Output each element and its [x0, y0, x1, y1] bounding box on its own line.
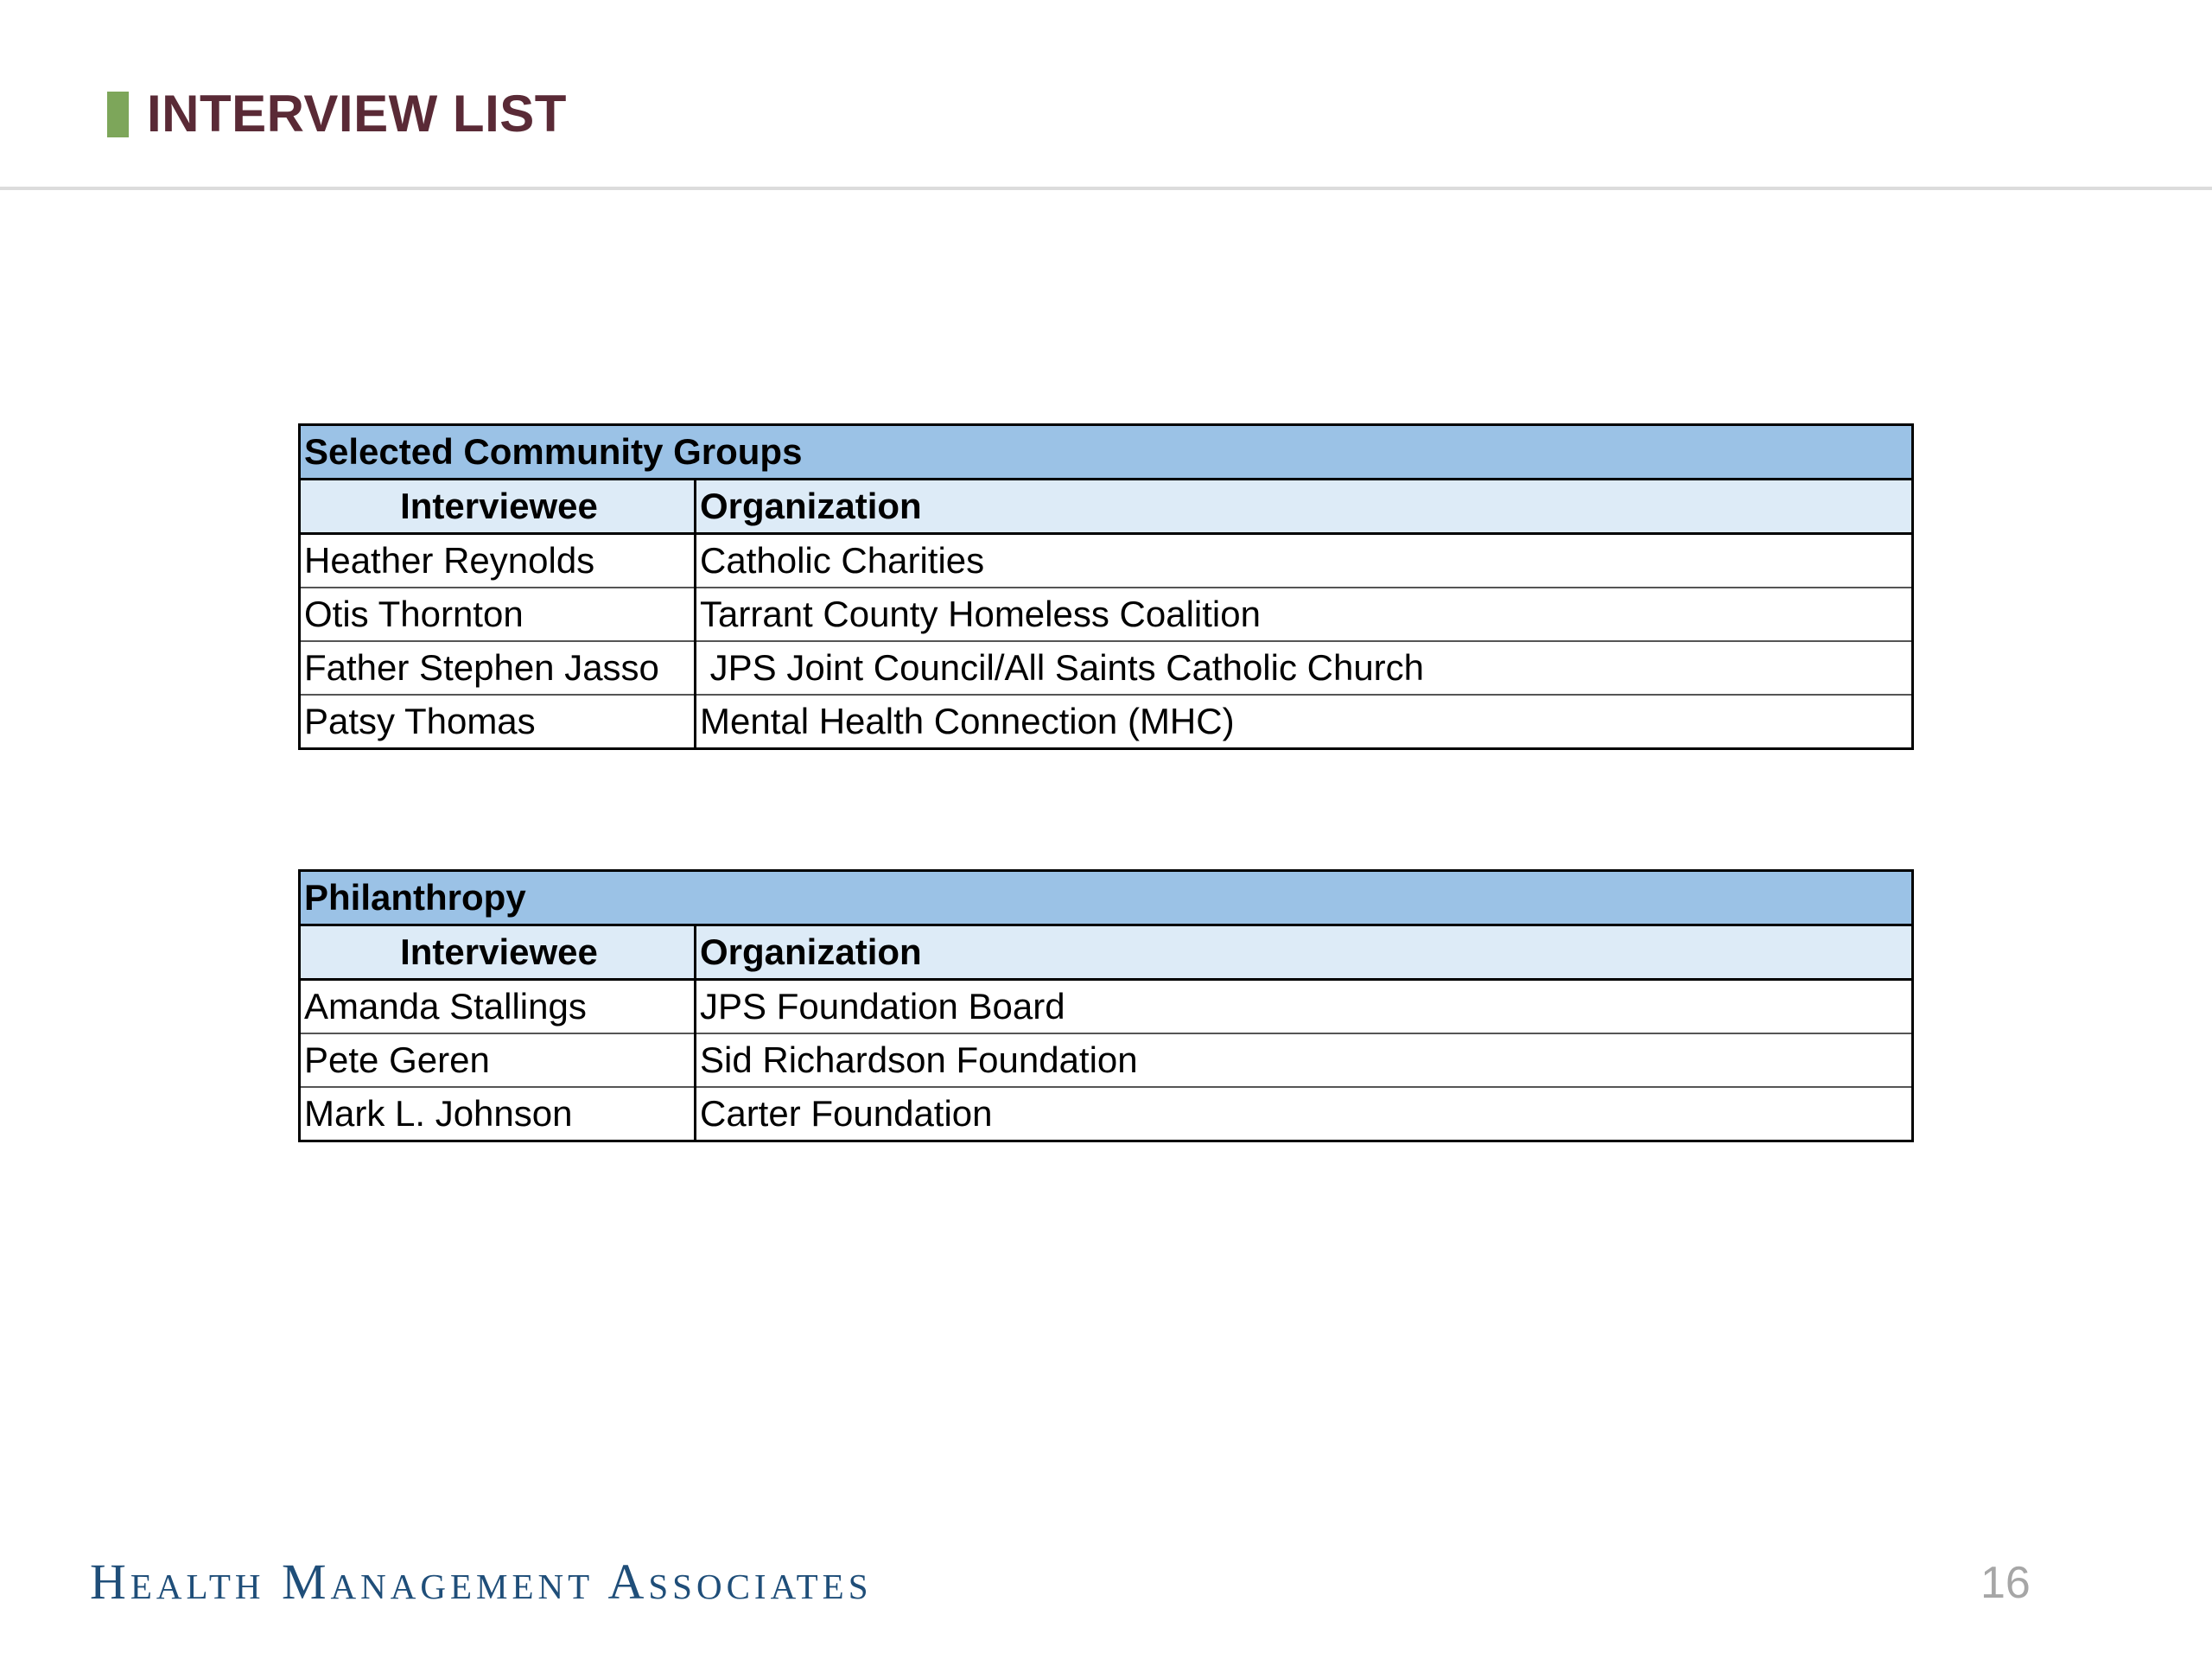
column-header-organization: Organization: [696, 925, 1913, 980]
interviewee-cell: Amanda Stallings: [300, 980, 696, 1034]
title-divider: [0, 187, 2212, 190]
community-groups-table: [298, 423, 1914, 750]
organization-cell: JPS Joint Council/All Saints Catholic Church: [696, 641, 1913, 695]
column-header-interviewee: Interviewee: [300, 925, 696, 980]
table-group-title: Philanthropy: [300, 871, 1913, 925]
organization-cell: JPS Foundation Board: [696, 980, 1913, 1034]
organization-cell: Sid Richardson Foundation: [696, 1033, 1913, 1087]
column-header-interviewee: Interviewee: [300, 480, 696, 534]
table-header-row: [300, 925, 1913, 980]
interviewee-cell: Father Stephen Jasso: [300, 641, 696, 695]
footer-brand-logo: Health Management Associates: [90, 1554, 873, 1610]
table-header-row: [300, 480, 1913, 534]
table-group-title-row: [300, 871, 1913, 925]
title-accent-bar: [107, 92, 129, 137]
organization-cell: Mental Health Connection (MHC): [696, 695, 1913, 749]
interviewee-cell: Patsy Thomas: [300, 695, 696, 749]
table-row: [300, 588, 1913, 641]
organization-cell: Catholic Charities: [696, 534, 1913, 588]
philanthropy-table: [298, 869, 1914, 1142]
table-row: [300, 980, 1913, 1034]
table-row: [300, 641, 1913, 695]
slide-title: INTERVIEW LIST: [147, 85, 567, 143]
table-group-title-row: [300, 425, 1913, 480]
organization-cell: Tarrant County Homeless Coalition: [696, 588, 1913, 641]
interviewee-cell: Mark L. Johnson: [300, 1087, 696, 1141]
page-number: 16: [1980, 1558, 2031, 1608]
organization-cell: Carter Foundation: [696, 1087, 1913, 1141]
interviewee-cell: Otis Thornton: [300, 588, 696, 641]
interviewee-cell: Heather Reynolds: [300, 534, 696, 588]
table-row: [300, 534, 1913, 588]
table-row: [300, 1087, 1913, 1141]
table-row: [300, 1033, 1913, 1087]
column-header-organization: Organization: [696, 480, 1913, 534]
table-row: [300, 695, 1913, 749]
interviewee-cell: Pete Geren: [300, 1033, 696, 1087]
table-group-title: Selected Community Groups: [300, 425, 1913, 480]
